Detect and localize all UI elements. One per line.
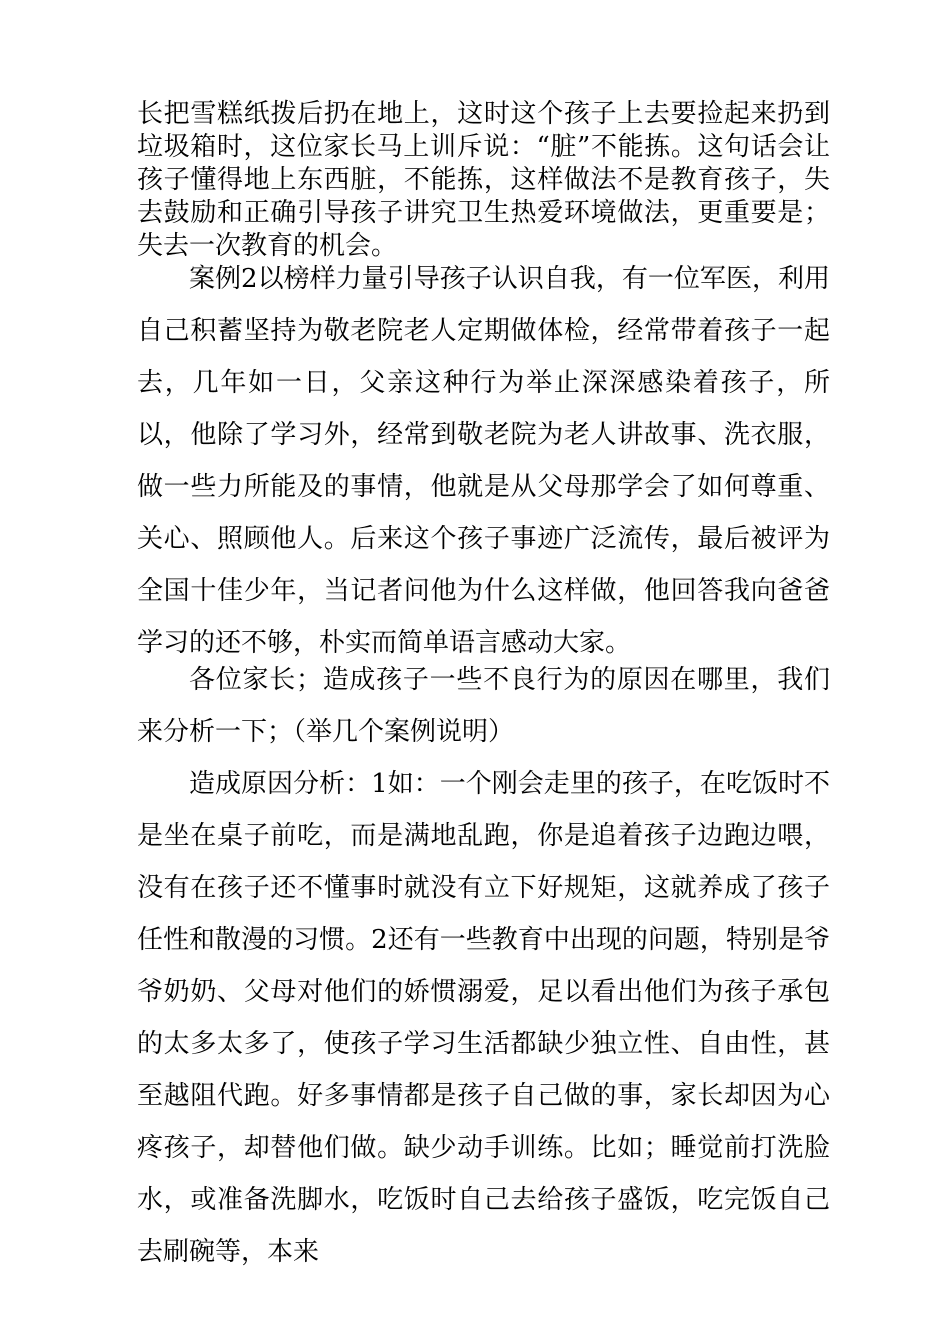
paragraph-cause-analysis: 造成原因分析：1如：一个刚会走里的孩子，在吃饭时不是坐在桌子前吃，而是满地乱跑，你是追着孩子边跑边喂，没有在孩子还不懂事时就没有立下好规矩，这就养成了孩子任性和散漫的习惯。2还有一些教育中出现的问题，特别是爷爷奶奶、父母对他们的娇惯溺爱，足以看出他们为孩子承包的太多太多了，使孩子学习生活都缺少独立性、自由性，甚至越阻代跑。好多事情都是孩子自己做的事，家长却因为心疼孩子，却替他们做。缺少动手训练。比如；睡觉前打洗脸水，或准备洗脚水，吃饭时自己去给孩子盛饭，吃完饭自己去刷碗等，本来	[137, 769, 830, 1267]
paragraph-parents-question: 各位家长；造成孩子一些不良行为的原因在哪里，我们来分析一下；（举几个案例说明）	[137, 665, 830, 747]
paragraph-case-2: 案例2以榜样力量引导孩子认识自我，有一位军医，利用自己积蓄坚持为敬老院老人定期做体检，经常带着孩子一起去，几年如一日，父亲这种行为举止深深感染着孩子，所以，他除了学习外，经常到敬老院为老人讲故事、洗衣服，做一些力所能及的事情，他就是从父母那学会了如何尊重、关心、照顾他人。后来这个孩子事迹广泛流传，最后被评为全国十佳少年，当记者问他为什么这样做，他回答我向爸爸学习的还不够，朴实而简单语言感动大家。	[137, 264, 830, 658]
paragraph-continuation: 长把雪糕纸拨后扔在地上，这时这个孩子上去要捡起来扔到垃圾箱时，这位家长马上训斥说：“脏”不能拣。这句话会让孩子懂得地上东西脏，不能拣，这样做法不是教育孩子，失去鼓励和正确引导孩子讲究卫生热爱环境做法，更重要是；失去一次教育的机会。	[137, 99, 830, 261]
